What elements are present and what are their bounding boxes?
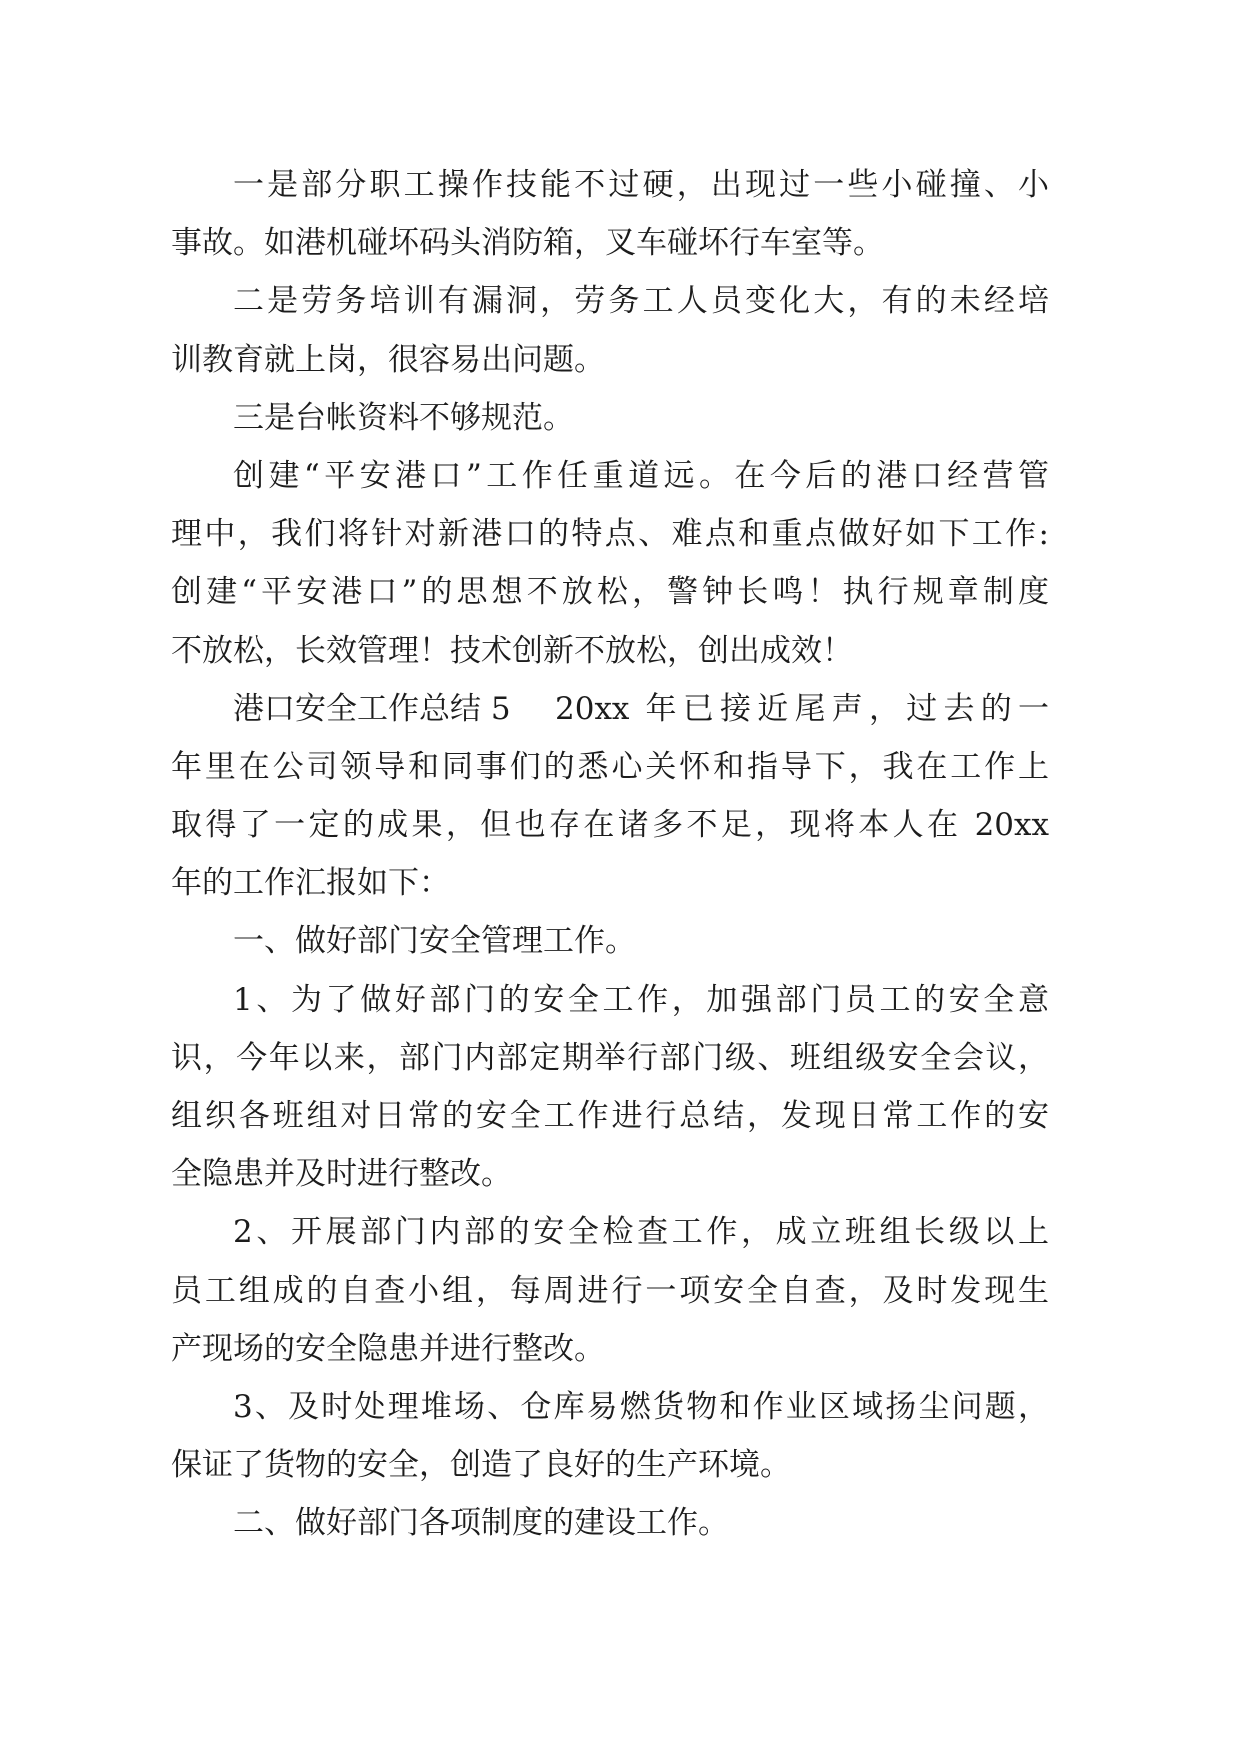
subheading-line: 一、做好部门安全管理工作。: [233, 923, 636, 960]
paragraph-line: 一是部分职工操作技能不过硬，出现过一些小碰撞、小: [233, 167, 1049, 203]
paragraph-line: 事故。如港机碰坏码头消防箱，叉车碰坏行车室等。: [171, 225, 884, 262]
paragraph-line: 年的工作汇报如下：: [171, 865, 450, 902]
paragraph-line: 3、及时处理堆场、仓库易燃货物和作业区域扬尘问题，: [233, 1388, 1049, 1425]
paragraph-line: 理中，我们将针对新港口的特点、难点和重点做好如下工作:: [171, 516, 1049, 553]
paragraph-line: 三是台帐资料不够规范。: [233, 399, 574, 436]
subheading-line: 二、做好部门各项制度的建设工作。: [233, 1505, 729, 1542]
paragraph-line: 年里在公司领导和同事们的悉心关怀和指导下，我在工作上: [171, 748, 1049, 785]
paragraph-line: 员工组成的自查小组，每周进行一项安全自查，及时发现生: [171, 1272, 1049, 1309]
paragraph-line: 创建“平安港口”的思想不放松，警钟长鸣！执行规章制度: [171, 574, 1049, 611]
paragraph-line-text: 20xx 年已接近尾声，过去的一: [555, 690, 1049, 727]
paragraph-line: 2、开展部门内部的安全检查工作，成立班组长级以上: [233, 1214, 1049, 1251]
paragraph-line: 训教育就上岗，很容易出问题。: [171, 341, 605, 378]
paragraph-line: 保证了货物的安全，创造了良好的生产环境。: [171, 1447, 791, 1484]
paragraph-line: 组织各班组对日常的安全工作进行总结，发现日常工作的安: [171, 1098, 1049, 1134]
paragraph-line: 创建“平安港口”工作任重道远。在今后的港口经营管: [233, 457, 1049, 494]
paragraph-line: 识，今年以来，部门内部定期举行部门级、班组级安全会议，: [171, 1039, 1049, 1076]
paragraph-line: 全隐患并及时进行整改。: [171, 1156, 512, 1193]
paragraph-line: 不放松，长效管理！技术创新不放松，创出成效！: [171, 632, 853, 669]
paragraph-line: 1、为了做好部门的安全工作，加强部门员工的安全意: [233, 981, 1049, 1018]
paragraph-line: 二是劳务培训有漏洞，劳务工人员变化大，有的未经培: [233, 283, 1049, 320]
document-body: [171, 156, 1049, 1553]
section-heading: 港口安全工作总结 5: [233, 690, 511, 727]
paragraph-line: 取得了一定的成果，但也存在诸多不足，现将本人在 20xx: [171, 807, 1049, 844]
paragraph-line: 产现场的安全隐患并进行整改。: [171, 1330, 605, 1367]
section-heading-line: [171, 680, 1049, 738]
